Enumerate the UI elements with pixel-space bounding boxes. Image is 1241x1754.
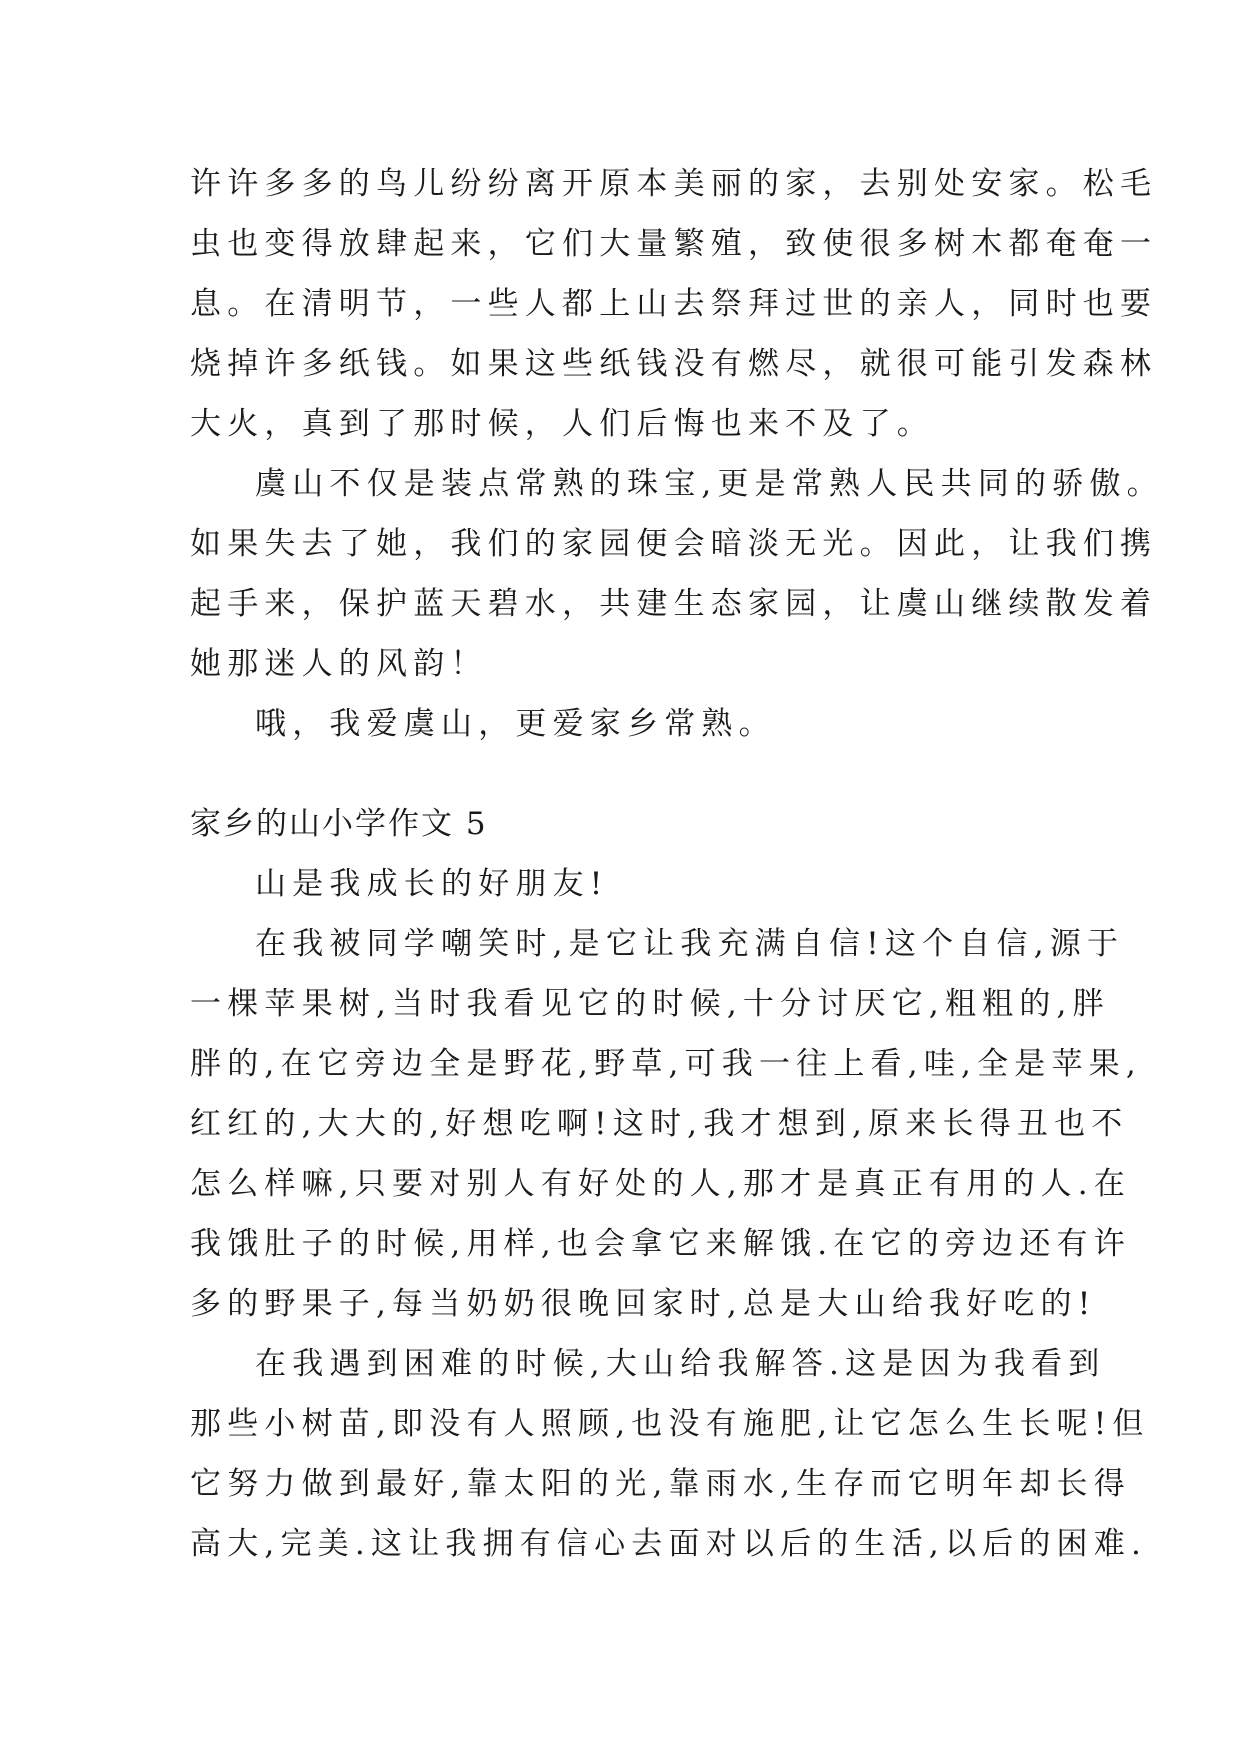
paragraph-line: 烧掉许多纸钱。如果这些纸钱没有燃尽，就很可能引发森林 [190,346,1158,382]
paragraph-line: 起手来，保护蓝天碧水，共建生态家园，让虞山继续散发着 [190,586,1158,622]
paragraph-line: 虫也变得放肆起来，它们大量繁殖，致使很多树木都奄奄一 [190,226,1158,262]
paragraph-line: 山是我成长的好朋友! [255,866,609,902]
paragraph-line: 息。在清明节，一些人都上山去祭拜过世的亲人，同时也要 [190,286,1158,322]
paragraph-line: 虞山不仅是装点常熟的珠宝,更是常熟人民共同的骄傲。 [255,466,1164,502]
paragraph-line: 胖的,在它旁边全是野花,野草,可我一往上看,哇,全是苹果, [190,1046,1142,1082]
paragraph-line: 哦，我爱虞山，更爱家乡常熟。 [255,706,776,742]
paragraph-line: 高大,完美.这让我拥有信心去面对以后的生活,以后的困难. [190,1526,1148,1562]
paragraph-line: 一棵苹果树,当时我看见它的时候,十分讨厌它,粗粗的,胖 [190,986,1110,1022]
paragraph-line: 大火，真到了那时候，人们后悔也来不及了。 [190,406,934,442]
paragraph-line: 那些小树苗,即没有人照顾,也没有施肥,让它怎么生长呢!但 [190,1406,1150,1442]
paragraph-line: 我饿肚子的时候,用样,也会拿它来解饿.在它的旁边还有许 [190,1226,1131,1262]
paragraph-line: 她那迷人的风韵！ [190,646,488,682]
paragraph-line: 在我遇到困难的时候,大山给我解答.这是因为我看到 [255,1346,1106,1382]
paragraph-line: 在我被同学嘲笑时,是它让我充满自信!这个自信,源于 [255,926,1125,962]
paragraph-line: 多的野果子,每当奶奶很晚回家时,总是大山给我好吃的! [190,1286,1097,1322]
paragraph-line: 怎么样嘛,只要对别人有好处的人,那才是真正有用的人.在 [190,1166,1131,1202]
paragraph-line: 红红的,大大的,好想吃啊!这时,我才想到,原来长得丑也不 [190,1106,1129,1142]
section-heading: 家乡的山小学作文 5 [190,806,488,842]
paragraph-line: 它努力做到最好,靠太阳的光,靠雨水,生存而它明年却长得 [190,1466,1131,1502]
paragraph-line: 如果失去了她，我们的家园便会暗淡无光。因此，让我们携 [190,526,1158,562]
paragraph-line: 许许多多的鸟儿纷纷离开原本美丽的家，去别处安家。松毛 [190,166,1158,202]
